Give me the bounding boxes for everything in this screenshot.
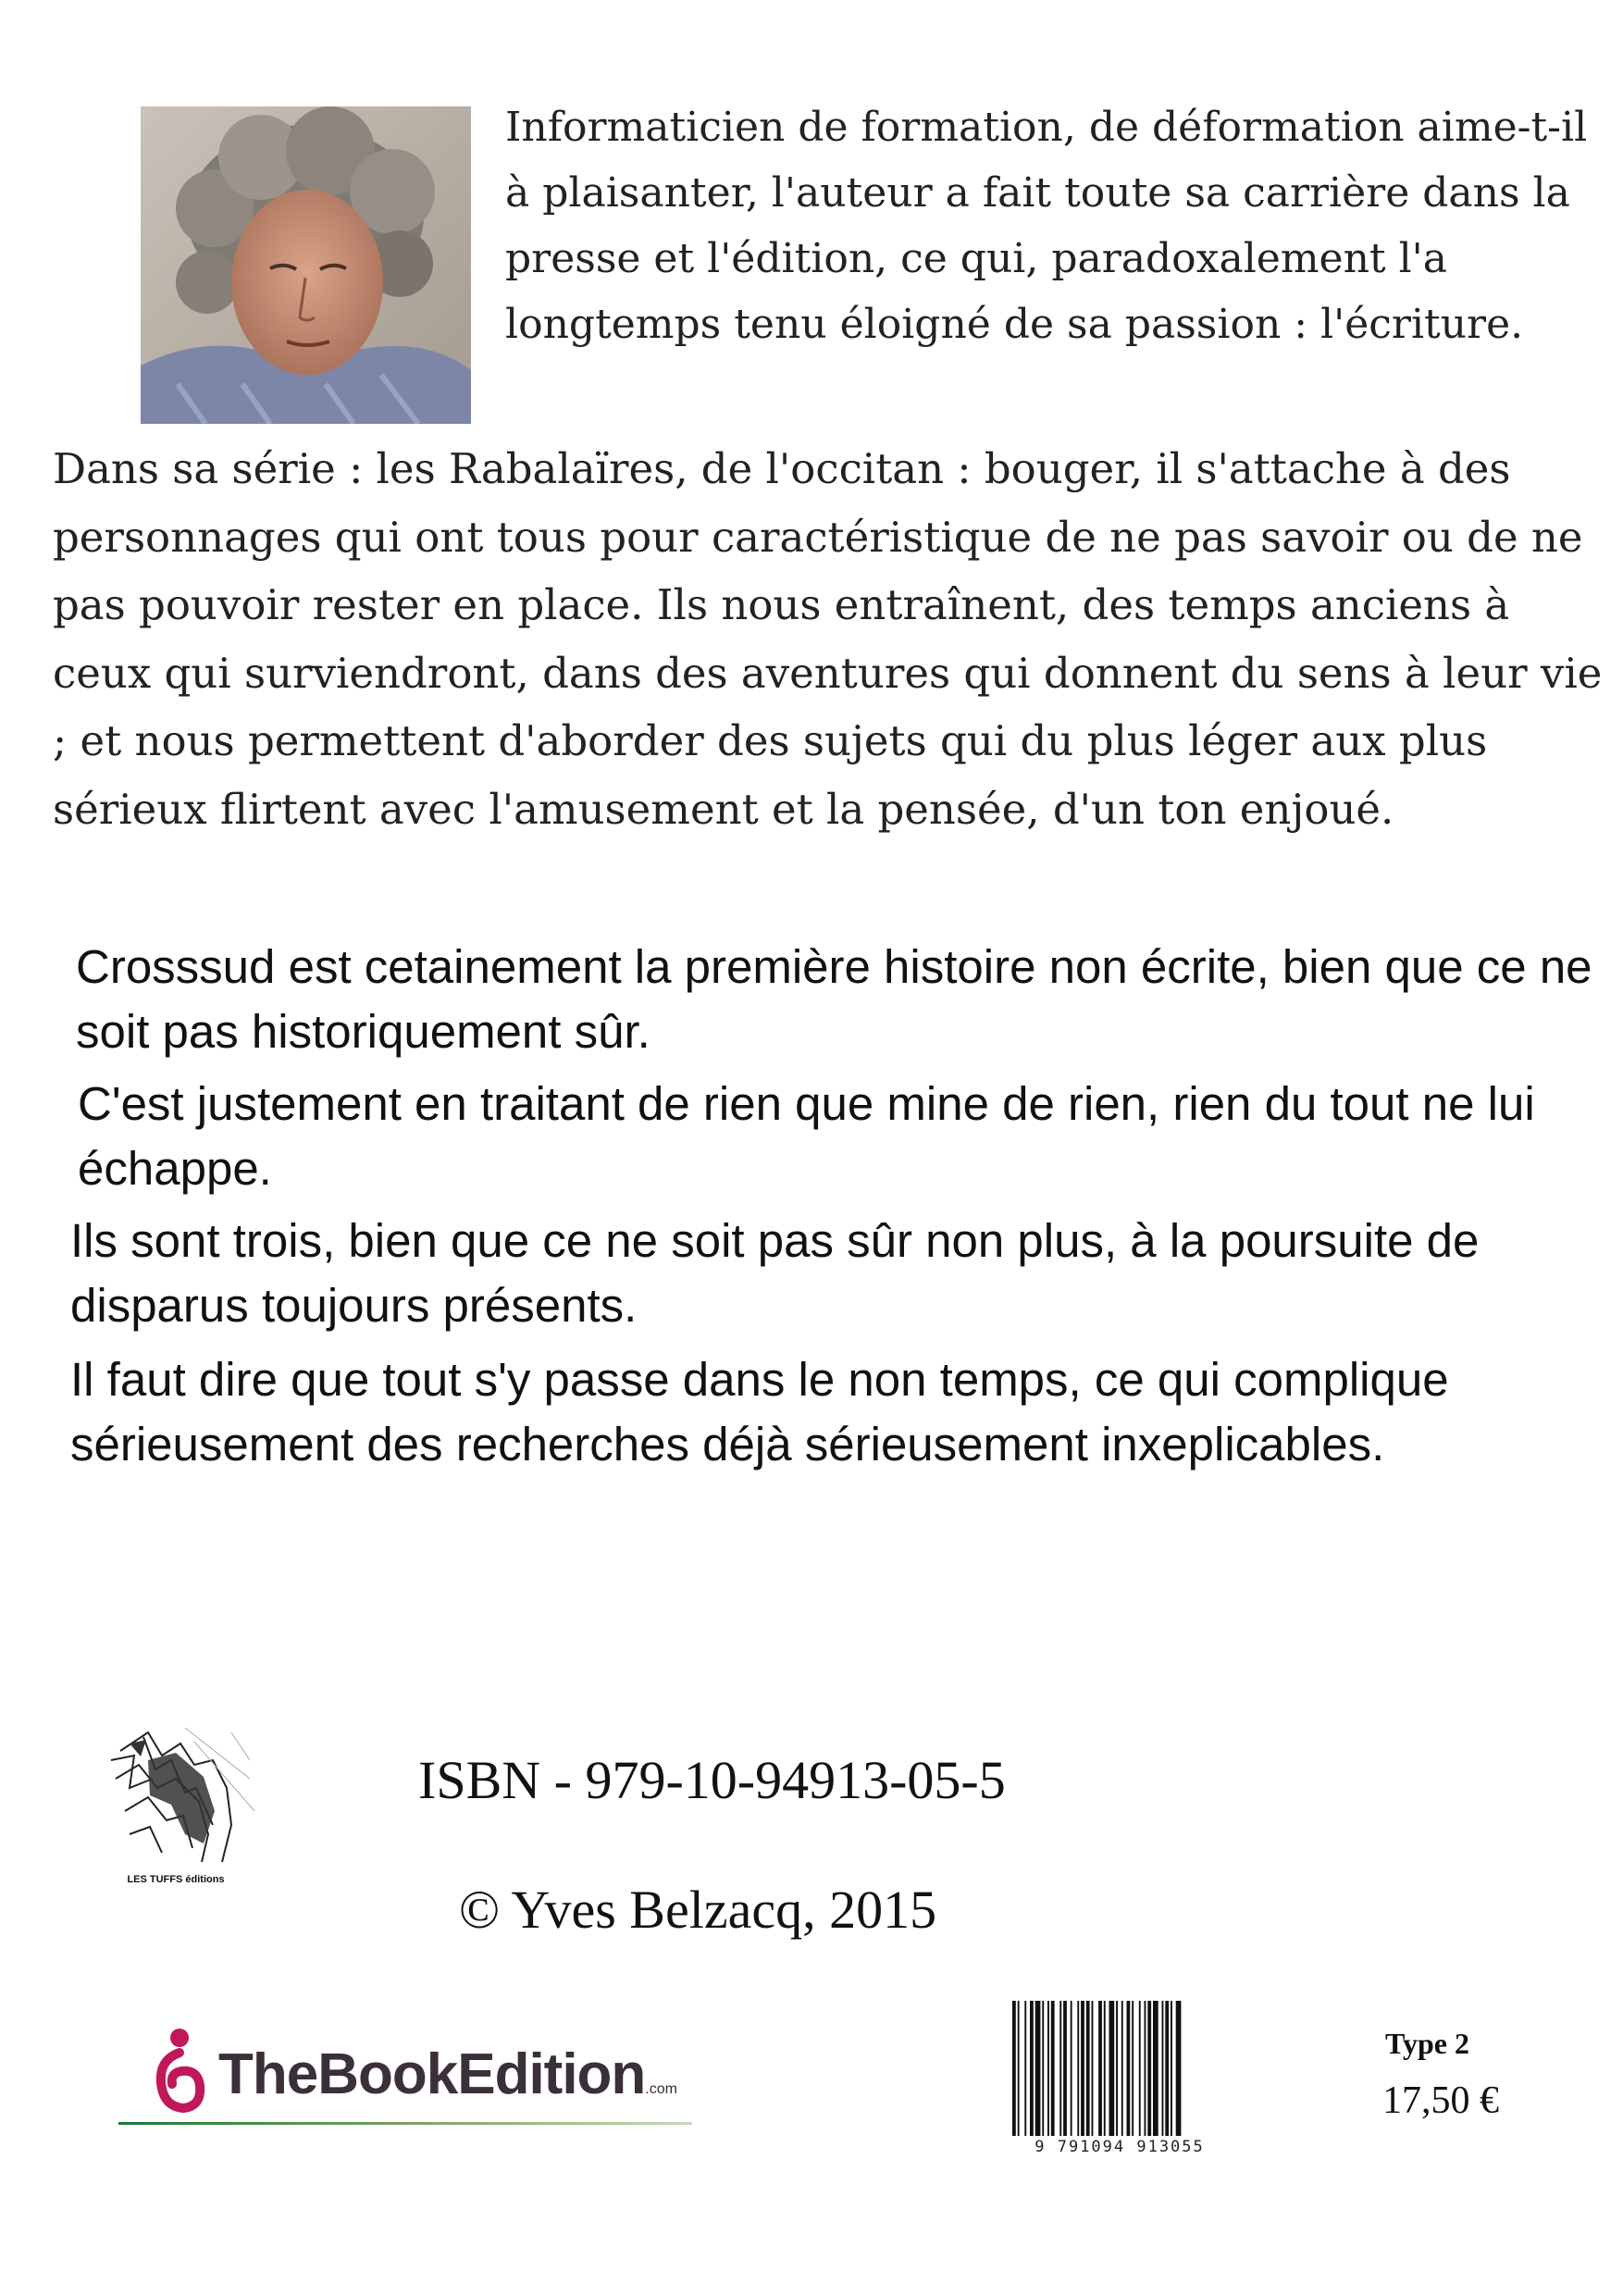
description-paragraph-3: Ils sont trois, bien que ce ne soit pas sûr non plus, à la poursuite de disparus toujours présents. — [70, 1214, 1480, 1332]
author-bio-intro: Informaticien de formation, de déformation aime-t-il à plaisanter, l'auteur a fait toute sa carrière dans la presse et l'édition, ce qui, paradoxalement l'a longtemps tenu éloigné de sa passion : l'écriture. — [505, 104, 1588, 348]
publisher-logo — [93, 1723, 259, 1890]
barcode-digits: 9 791094 913055 — [1035, 2138, 1205, 2156]
bull-sketch-icon — [93, 1723, 259, 1871]
description-paragraph-1: Crosssud est cetainement la première histoire non écrite, bien que ce ne soit pas historiquement sûr. — [76, 940, 1592, 1058]
barcode — [1009, 2001, 1231, 2166]
thebookedition-logo — [118, 2025, 692, 2136]
person-swirl-icon — [152, 2025, 207, 2117]
description-paragraph-2: C'est justement en traitant de rien que mine de rien, rien du tout ne lui échappe. — [78, 1077, 1535, 1195]
author-photo — [141, 106, 471, 424]
isbn: ISBN - 979-10-94913-05-5 — [418, 1750, 1006, 1810]
thebookedition-name: TheBookEdition — [218, 2042, 646, 2106]
publisher-name: LES TUFFS éditions — [127, 1874, 225, 1885]
copyright: © Yves Belzacq, 2015 — [459, 1880, 937, 1940]
logo-underline — [118, 2122, 692, 2125]
thebookedition-wordmark — [218, 2042, 677, 2107]
thebookedition-suffix: .com — [645, 2081, 677, 2097]
price: 17,50 € — [1382, 2079, 1499, 2122]
barcode-bars-icon — [1009, 2001, 1231, 2140]
description-paragraph-4: Il faut dire que tout s'y passe dans le non temps, ce qui complique sérieusement des recherches déjà sérieusement inxeplicables. — [70, 1353, 1449, 1471]
author-bio-series: Dans sa série : les Rabalaïres, de l'occitan : bouger, il s'attache à des personnages qui ont tous pour caractéristique de ne pas savoir ou de ne pas pouvoir rester en place. Ils nous entraînent, des temps anciens à ceux qui surviendront, dans des aventures qui donnent du sens à leur vie ; et nous permettent d'aborder des sujets qui du plus léger aux plus sérieux flirtent avec l'amusement et la pensée, d'un ton enjoué. — [53, 444, 1603, 834]
type-label: Type 2 — [1385, 2027, 1469, 2060]
author-portrait-icon — [141, 106, 471, 424]
